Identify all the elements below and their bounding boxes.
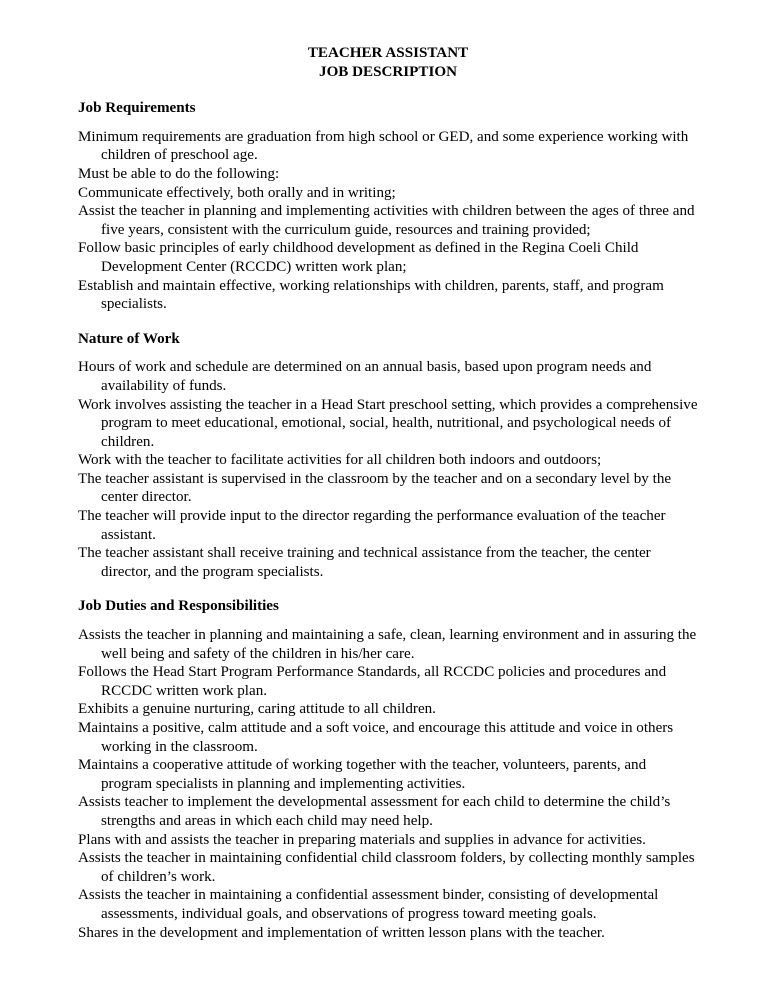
paragraph: Follow basic principles of early childhood development as defined in the Regina Coeli Child Development Center (RCCDC) written work plan; bbox=[78, 240, 639, 275]
paragraph: Follows the Head Start Program Performance Standards, all RCCDC policies and procedures and RCCDC written work plan. bbox=[78, 664, 667, 699]
paragraph: Assists the teacher in maintaining confidential child classroom folders, by collecting monthly samples of children’s work. bbox=[78, 850, 695, 885]
section-job-requirements bbox=[78, 99, 698, 314]
paragraph: Assists teacher to implement the developmental assessment for each child to determine the child’s strengths and areas in which each child may need help. bbox=[78, 794, 671, 829]
paragraph: Assist the teacher in planning and implementing activities with children between the ages of three and five years, consistent with the curriculum guide, resources and training provided; bbox=[78, 203, 695, 238]
paragraph: The teacher will provide input to the director regarding the performance evaluation of the teacher assistant. bbox=[78, 508, 666, 543]
section-heading: Job Requirements bbox=[78, 100, 196, 117]
paragraph: Work with the teacher to facilitate activities for all children both indoors and outdoors; bbox=[78, 452, 602, 469]
section-heading: Nature of Work bbox=[78, 330, 180, 347]
paragraph: The teacher assistant is supervised in the classroom by the teacher and on a secondary level by the center director. bbox=[78, 470, 672, 506]
section-heading: Job Duties and Responsibilities bbox=[78, 598, 279, 615]
document-title-line1: TEACHER ASSISTANT bbox=[307, 45, 469, 61]
paragraph: Maintains a cooperative attitude of working together with the teacher, volunteers, parents, and program specialists in planning and implementing activities. bbox=[78, 757, 647, 792]
paragraph: Establish and maintain effective, working relationships with children, parents, staff, and program specialists. bbox=[78, 277, 664, 313]
paragraph: Shares in the development and implementation of written lesson plans with the teacher. bbox=[78, 924, 605, 941]
document-page bbox=[78, 44, 698, 942]
paragraph: The teacher assistant shall receive training and technical assistance from the teacher, the center director, and the program specialists. bbox=[78, 545, 651, 580]
document-title-line2: JOB DESCRIPTION bbox=[319, 63, 457, 80]
paragraph: Hours of work and schedule are determined on an annual basis, based upon program needs and availability of funds. bbox=[78, 359, 652, 394]
paragraph: Must be able to do the following: bbox=[78, 165, 280, 182]
paragraph: Exhibits a genuine nurturing, caring attitude to all children. bbox=[78, 701, 436, 718]
paragraph: Minimum requirements are graduation from high school or GED, and some experience working with children of preschool age. bbox=[78, 128, 689, 164]
paragraph: Assists the teacher in maintaining a confidential assessment binder, consisting of developmental assessments, individual goals, and observations of progress toward meeting goals. bbox=[78, 887, 659, 922]
section-nature-of-work bbox=[78, 330, 698, 582]
paragraph: Maintains a positive, calm attitude and a soft voice, and encourage this attitude and voice in others working in the classroom. bbox=[78, 720, 674, 755]
paragraph: Work involves assisting the teacher in a Head Start preschool setting, which provides a comprehensive program to meet educational, emotional, social, health, nutritional, and psychological needs of children. bbox=[78, 396, 698, 450]
paragraph: Assists the teacher in planning and maintaining a safe, clean, learning environment and in assuring the well being and safety of the children in his/her care. bbox=[78, 627, 697, 662]
section-job-duties bbox=[78, 597, 698, 942]
paragraph: Plans with and assists the teacher in preparing materials and supplies in advance for activities. bbox=[78, 831, 646, 848]
paragraph: Communicate effectively, both orally and in writing; bbox=[78, 184, 396, 201]
